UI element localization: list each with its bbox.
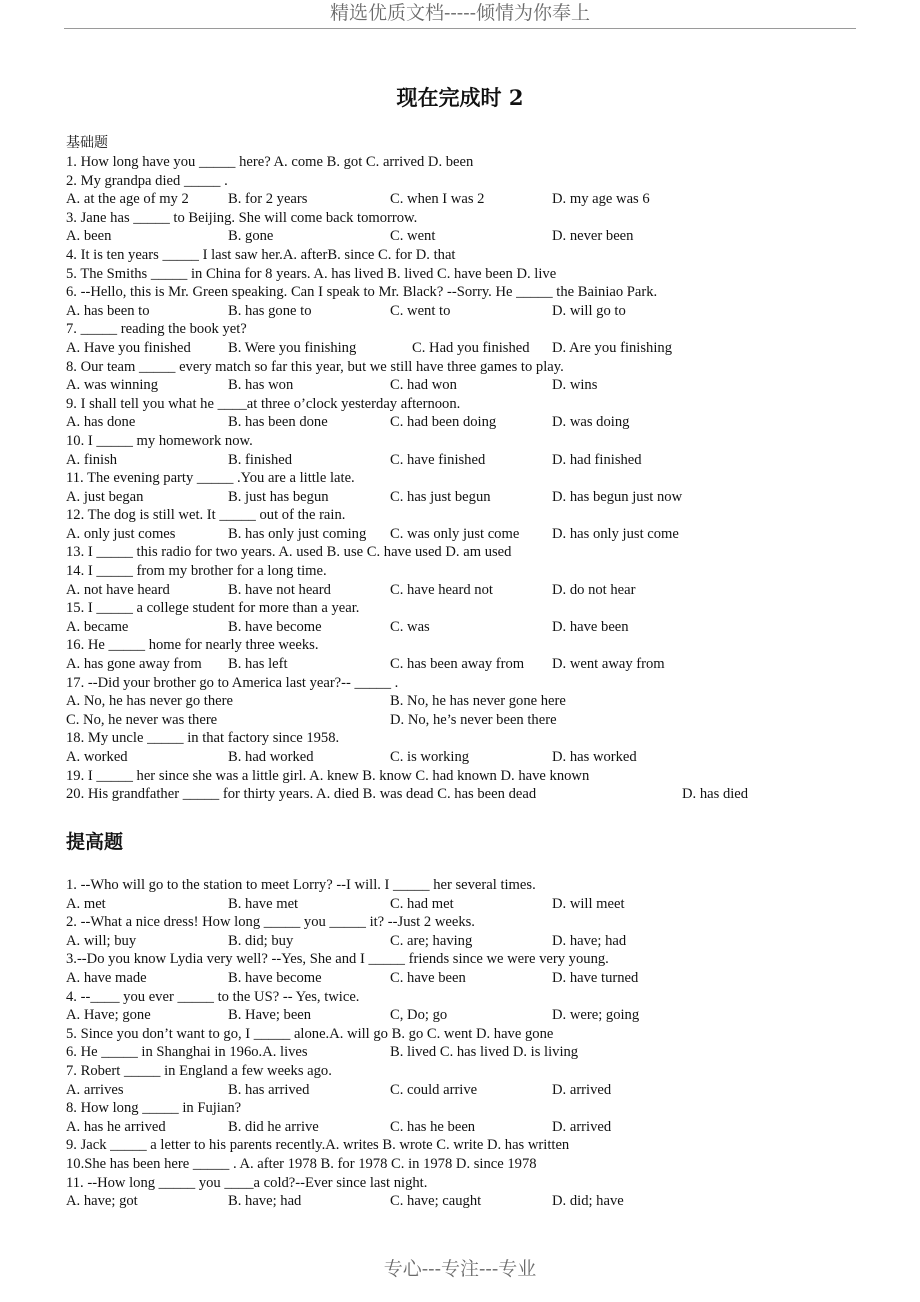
question-text: 7. Robert _____ in England a few weeks ago. [66,1062,332,1079]
option-text: A. just began [66,488,144,505]
option-text: A. No, he has never go there [66,693,233,710]
question-line [66,599,866,618]
option-text: C. had been doing [390,414,497,431]
option-text: B. have not heard [228,581,331,598]
question-line [66,395,866,414]
question-line [66,302,866,321]
question-line [66,562,866,581]
option-text: C. have heard not [390,581,493,598]
option-text: C. could arrive [390,1081,478,1098]
option-text: D. has only just come [552,525,679,542]
option-text: C. had met [390,895,454,912]
question-text: 3.--Do you know Lydia very well? --Yes, She and I _____ friends since we were very young. [66,951,609,968]
question-line [66,711,866,730]
option-text: A. has done [66,414,136,431]
question-line [66,246,866,265]
question-line [66,1081,866,1100]
question-line [66,1006,866,1025]
option-text: D. had finished [552,451,642,468]
option-text: C. went to [390,302,451,319]
question-line [66,339,866,358]
question-text: 5. Since you don’t want to go, I _____ alone.A. will go B. go C. went D. have gone [66,1025,554,1042]
option-text: A. arrives [66,1081,124,1098]
question-line [66,895,866,914]
question-line [66,1043,866,1062]
question-text: 8. Our team _____ every match so far this year, but we still have three games to play. [66,358,564,375]
question-line [66,227,866,246]
option-text: D. has died [682,786,749,803]
option-text: B. did he arrive [228,1118,319,1135]
question-line [66,932,866,951]
option-text: A. worked [66,749,128,765]
option-text: B. has arrived [228,1081,310,1098]
option-text: C. have finished [390,451,486,468]
option-text: D. have; had [552,932,627,949]
question-line [66,1155,866,1174]
option-text: B. did; buy [228,932,294,949]
question-line [66,525,866,544]
question-line [66,1099,866,1118]
question-line [66,950,866,969]
option-text: C. was only just come [390,525,520,542]
option-text: A. met [66,895,106,912]
question-line [66,432,866,451]
question-line [66,618,866,637]
question-line [66,265,866,284]
option-text: A. was winning [66,377,159,394]
option-text: D. arrived [552,1081,612,1098]
option-text: D. has begun just now [552,488,683,505]
question-line [66,153,866,172]
option-text: A. at the age of my 2 [66,191,189,208]
option-text: D. have turned [552,969,639,986]
question-line [66,358,866,377]
question-line [66,543,866,562]
option-text: D. never been [552,228,634,245]
question-text: 6. --Hello, this is Mr. Green speaking. Can I speak to Mr. Black? --Sorry. He _____ the Bainiao Park. [66,284,658,301]
question-line [66,785,866,804]
option-text: 20. His grandfather _____ for thirty years. A. died B. was dead C. has been dead [66,786,537,803]
option-text: B. have become [228,969,322,986]
option-text: D. wins [552,377,598,394]
question-text: 13. I _____ this radio for two years. A. used B. use C. have used D. am used [66,544,512,561]
option-text: C. Had you finished [412,339,530,356]
option-text: A. Have; gone [66,1007,151,1024]
option-text: A. not have heard [66,581,170,598]
option-text: A. only just comes [66,525,176,542]
question-text: 10. I _____ my homework now. [66,432,253,449]
option-text: A. has gone away from [66,656,202,673]
question-text: 5. The Smiths _____ in China for 8 years. A. has lived B. lived C. have been D. live [66,265,557,282]
option-text: D. arrived [552,1118,612,1135]
question-text: 8. How long _____ in Fujian? [66,1100,242,1117]
option-text: B. Were you finishing [228,339,357,356]
question-text: 15. I _____ a college student for more than a year. [66,600,360,617]
option-text: B. has only just coming [228,525,367,542]
question-line [66,692,866,711]
option-text: B. had worked [228,749,314,765]
question-text: 4. --____ you ever _____ to the US? -- Yes, twice. [66,988,360,1005]
option-text: B. lived C. has lived D. is living [390,1044,579,1061]
question-line [66,172,866,191]
question-line [66,748,866,767]
section-advanced-questions [66,876,866,1211]
option-text: C. has just begun [390,488,491,505]
section-advanced-label: 提高题 [66,831,124,853]
question-line [66,636,866,655]
option-text: D. has worked [552,749,637,765]
section-basic-questions [66,153,866,804]
question-line [66,283,866,302]
option-text: B. have; had [228,1193,302,1210]
option-text: B. just has begun [228,488,329,505]
question-line [66,1062,866,1081]
question-line [66,988,866,1007]
option-text: C. has he been [390,1118,476,1135]
question-line [66,209,866,228]
option-text: C. had won [390,377,457,394]
option-text: A. finish [66,451,118,468]
question-text: 1. --Who will go to the station to meet Lorry? --I will. I _____ her several times. [66,877,536,893]
question-text: 10.She has been here _____ . A. after 1978 B. for 1978 C. in 1978 D. since 1978 [66,1155,537,1172]
question-line [66,767,866,786]
option-text: B. No, he has never gone here [390,693,566,710]
option-text: D. Are you finishing [552,339,672,356]
question-text: 4. It is ten years _____ I last saw her.A. afterB. since C. for D. that [66,246,456,263]
option-text: D. my age was 6 [552,191,650,208]
question-line [66,655,866,674]
question-line [66,506,866,525]
question-line [66,1136,866,1155]
question-line [66,1025,866,1044]
option-text: 6. He _____ in Shanghai in 196o.A. lives [66,1044,308,1061]
question-text: 16. He _____ home for nearly three weeks. [66,637,319,654]
question-text: 19. I _____ her since she was a little girl. A. knew B. know C. had known D. have known [66,767,590,784]
question-line [66,581,866,600]
question-line [66,488,866,507]
question-text: 1. How long have you _____ here? A. come B. got C. arrived D. been [66,154,474,170]
option-text: C. have; caught [390,1193,482,1210]
question-text: 2. --What a nice dress! How long _____ you _____ it? --Just 2 weeks. [66,914,475,931]
option-text: C. has been away from [390,656,525,673]
question-text: 12. The dog is still wet. It _____ out of the rain. [66,507,346,524]
option-text: B. has been done [228,414,328,431]
option-text: D. will go to [552,302,626,319]
option-text: D. were; going [552,1007,640,1024]
option-text: C. are; having [390,932,473,949]
question-line [66,1192,866,1211]
question-text: 9. I shall tell you what he ____at three o’clock yesterday afternoon. [66,395,461,412]
question-text: 14. I _____ from my brother for a long time. [66,563,327,580]
page-footer: 专心---专注---专业 [383,1258,537,1280]
question-line [66,913,866,932]
question-line [66,969,866,988]
option-text: C, Do; go [390,1007,448,1024]
option-text: A. Have you finished [66,339,191,356]
option-text: C. when I was 2 [390,191,485,208]
question-line [66,729,866,748]
option-text: D. have been [552,618,629,635]
section-basic [66,133,866,804]
question-line [66,876,866,895]
option-text: B. for 2 years [228,191,308,208]
question-line [66,190,866,209]
option-text: A. has he arrived [66,1118,166,1135]
option-text: D. did; have [552,1193,624,1210]
option-text: B. have become [228,618,322,635]
option-text: D. will meet [552,895,625,912]
option-text: A. will; buy [66,932,137,949]
question-text: 2. My grandpa died _____ . [66,172,228,189]
option-text: B. has gone to [228,302,312,319]
question-text: 11. --How long _____ you ____a cold?--Ever since last night. [66,1174,428,1191]
question-text: 18. My uncle _____ in that factory since 1958. [66,730,340,747]
question-line [66,413,866,432]
option-text: D. do not hear [552,581,636,598]
option-text: B. finished [228,451,293,468]
option-text: A. have made [66,969,147,986]
option-text: C. went [390,228,436,245]
option-text: D. No, he’s never been there [390,711,557,728]
option-text: C. have been [390,969,466,986]
question-line [66,674,866,693]
option-text: B. has left [228,656,288,673]
question-line [66,1174,866,1193]
section-advanced [66,830,866,1211]
option-text: D. went away from [552,656,665,673]
option-text: A. been [66,228,112,245]
question-text: 17. --Did your brother go to America last year?-- _____ . [66,674,399,691]
question-line [66,376,866,395]
question-text: 7. _____ reading the book yet? [66,321,247,338]
option-text: A. became [66,618,129,635]
page-header: 精选优质文档-----倾情为你奉上 [64,0,856,29]
section-basic-label: 基础题 [66,135,108,151]
option-text: C. was [390,618,430,635]
option-text: B. Have; been [228,1007,312,1024]
question-line [66,1118,866,1137]
document-title: 现在完成时 2 [396,85,524,110]
option-text: A. has been to [66,302,150,319]
question-text: 11. The evening party _____ .You are a little late. [66,470,355,487]
option-text: B. have met [228,895,299,912]
option-text: B. gone [228,228,274,245]
option-text: A. have; got [66,1193,138,1210]
question-text: 3. Jane has _____ to Beijing. She will come back tomorrow. [66,209,418,226]
question-line [66,451,866,470]
option-text: B. has won [228,377,294,394]
option-text: C. is working [390,749,470,765]
option-text: C. No, he never was there [66,711,218,728]
option-text: D. was doing [552,414,630,431]
question-text: 9. Jack _____ a letter to his parents recently.A. writes B. wrote C. write D. has written [66,1137,570,1154]
question-line [66,469,866,488]
question-line [66,320,866,339]
